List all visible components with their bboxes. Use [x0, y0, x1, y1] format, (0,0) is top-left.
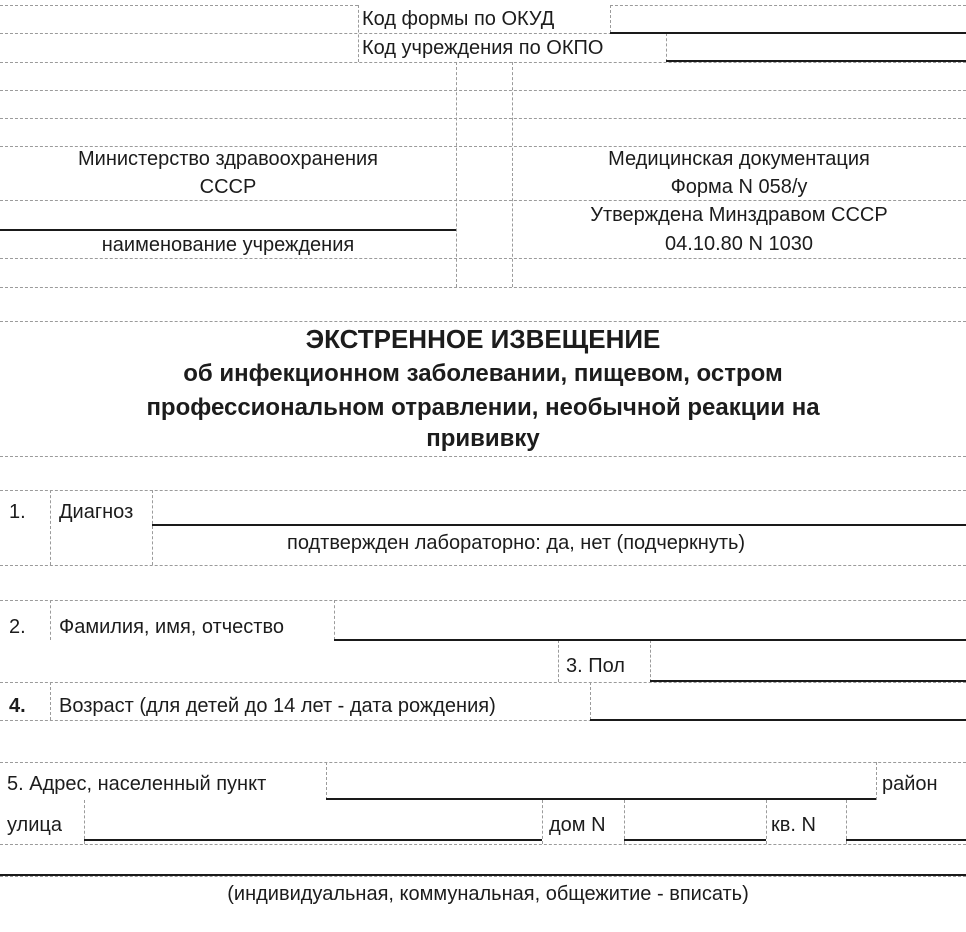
form-title: ЭКСТРЕННОЕ ИЗВЕЩЕНИЕ	[305, 324, 661, 354]
street-field[interactable]	[84, 839, 542, 841]
street-label: улица	[7, 814, 62, 836]
okud-label: Код формы по ОКУД	[362, 8, 555, 30]
approval-authority: Утверждена Минздравом СССР	[590, 204, 888, 226]
okpo-label: Код учреждения по ОКПО	[362, 37, 604, 59]
institution-caption: наименование учреждения	[101, 234, 355, 256]
ministry-name: Министерство здравоохранения	[78, 148, 378, 170]
age-label: Возраст (для детей до 14 лет - дата рождения)	[59, 695, 496, 717]
locality-field[interactable]	[326, 798, 876, 800]
form-subtitle-3: прививку	[426, 425, 540, 452]
institution-name-field[interactable]	[0, 229, 456, 231]
house-field[interactable]	[624, 839, 766, 841]
field-1-number: 1.	[9, 501, 26, 523]
full-name-label: Фамилия, имя, отчество	[59, 616, 284, 638]
form-subtitle-2: профессиональном отравлении, необычной реакции на	[146, 394, 820, 421]
lab-confirmation-note: подтвержден лабораторно: да, нет (подчеркнуть)	[287, 532, 746, 554]
form-subtitle-1: об инфекционном заболевании, пищевом, остром	[183, 360, 783, 387]
ministry-country: СССР	[199, 176, 257, 198]
housing-type-note: (индивидуальная, коммунальная, общежитие - вписать)	[227, 883, 749, 905]
house-label: дом N	[549, 814, 606, 836]
okpo-field[interactable]	[666, 60, 966, 62]
age-field[interactable]	[590, 719, 966, 721]
district-label: район	[882, 773, 938, 795]
diagnosis-label: Диагноз	[59, 501, 134, 523]
field-2-number: 2.	[9, 616, 26, 638]
approval-order: 04.10.80 N 1030	[665, 233, 813, 255]
apartment-field[interactable]	[846, 839, 966, 841]
okud-field[interactable]	[610, 32, 966, 34]
housing-type-field[interactable]	[0, 874, 966, 876]
full-name-field[interactable]	[334, 639, 966, 641]
sex-field[interactable]	[650, 680, 966, 682]
field-4-number: 4.	[9, 695, 26, 717]
address-label: 5. Адрес, населенный пункт	[7, 773, 267, 795]
form-number: Форма N 058/у	[670, 176, 808, 198]
doc-type: Медицинская документация	[608, 148, 870, 170]
sex-label: 3. Пол	[566, 655, 625, 677]
apartment-label: кв. N	[771, 814, 816, 836]
diagnosis-field[interactable]	[152, 524, 966, 526]
